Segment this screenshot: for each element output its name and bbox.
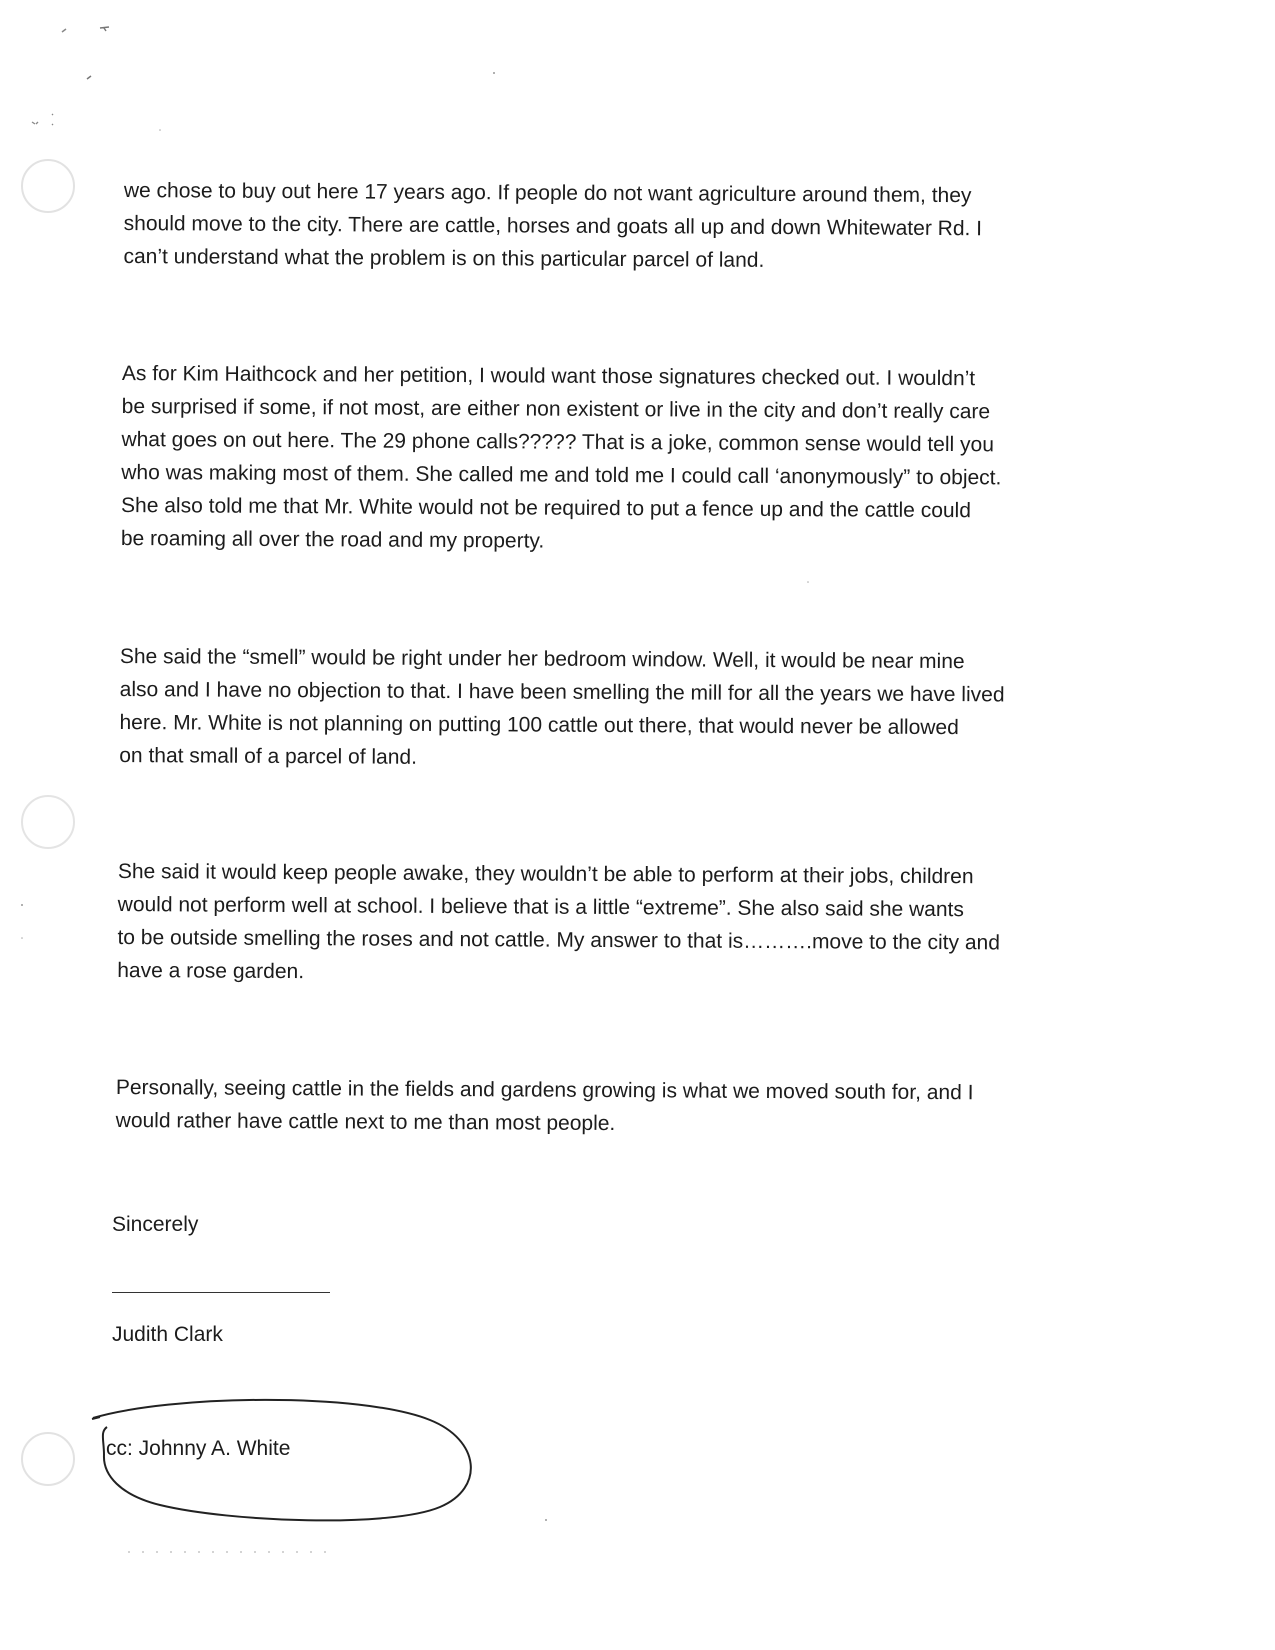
scan-speck-6	[159, 129, 161, 131]
paragraph-line: here. Mr. White is not planning on putting 100 cattle out there, that would never be allowed	[119, 710, 959, 740]
signature-line	[112, 1292, 330, 1293]
paragraph-line: should move to the city. There are cattle, horses and goats all up and down Whitewater Rd. I	[123, 211, 983, 241]
paragraph-2	[121, 357, 1002, 560]
paragraph-line: be roaming all over the road and my property.	[120, 526, 545, 553]
punch-hole-bottom	[22, 1433, 74, 1485]
paragraph-line: who was making most of them. She called me and told me I could call ‘anonymously” to object.	[121, 460, 1002, 490]
paragraph-line: As for Kim Haithcock and her petition, I would want those signatures checked out. I wouldn’t	[121, 361, 976, 391]
punch-hole-top	[22, 160, 74, 212]
paragraph-line: be surprised if some, if not most, are either non existent or live in the city and don’t really care	[121, 394, 991, 424]
hand-drawn-stroke-tail	[92, 1417, 100, 1419]
paragraph-5	[116, 1071, 974, 1142]
closing-salutation: Sincerely	[112, 1213, 199, 1236]
paragraph-line: what goes on out here. The 29 phone calls????? That is a joke, common sense would tell you	[121, 427, 995, 457]
paragraph-line: She said the “smell” would be right under her bedroom window. Well, it would be near mine	[119, 644, 965, 674]
paragraph-line: Personally, seeing cattle in the fields and gardens growing is what we moved south for, and I	[115, 1075, 974, 1105]
signer-name: Judith Clark	[112, 1323, 223, 1346]
scan-speck-2	[100, 27, 109, 31]
scan-speck-7	[21, 904, 23, 906]
punch-hole-middle	[22, 796, 74, 848]
paragraph-line: would rather have cattle next to me than most people.	[115, 1108, 616, 1136]
scan-speck-1	[62, 29, 66, 32]
cc-line: cc: Johnny A. White	[106, 1437, 291, 1460]
paragraph-line: have a rose garden.	[117, 958, 305, 984]
paragraph-line: She said it would keep people awake, they wouldn’t be able to perform at their jobs, children	[117, 859, 974, 889]
paragraph-line: would not perform well at school. I believe that is a little “extreme”. She also said she wants	[117, 892, 964, 922]
scan-speck-9	[545, 1519, 547, 1521]
paragraph-line: also and I have no objection to that. I have been smelling the mill for all the years we have lived	[119, 677, 1005, 707]
paragraph-line: to be outside smelling the roses and not cattle. My answer to that is……….move to the city and	[117, 925, 1000, 955]
paragraph-line: can’t understand what the problem is on this particular parcel of land.	[123, 244, 765, 272]
scan-speck-8	[21, 937, 23, 939]
paragraph-line: on that small of a parcel of land.	[119, 743, 418, 769]
paragraph-line: She also told me that Mr. White would not be required to put a fence up and the cattle could	[121, 493, 972, 523]
scan-speck-5	[493, 72, 495, 74]
scan-speck-3	[87, 76, 91, 79]
paragraph-1	[123, 174, 982, 278]
scan-speck-4	[32, 114, 53, 125]
paragraph-3	[119, 640, 1005, 777]
scan-speck-10	[807, 581, 809, 583]
paragraph-4	[117, 855, 1000, 992]
paragraph-line: we chose to buy out here 17 years ago. If people do not want agriculture around them, they	[123, 178, 972, 208]
